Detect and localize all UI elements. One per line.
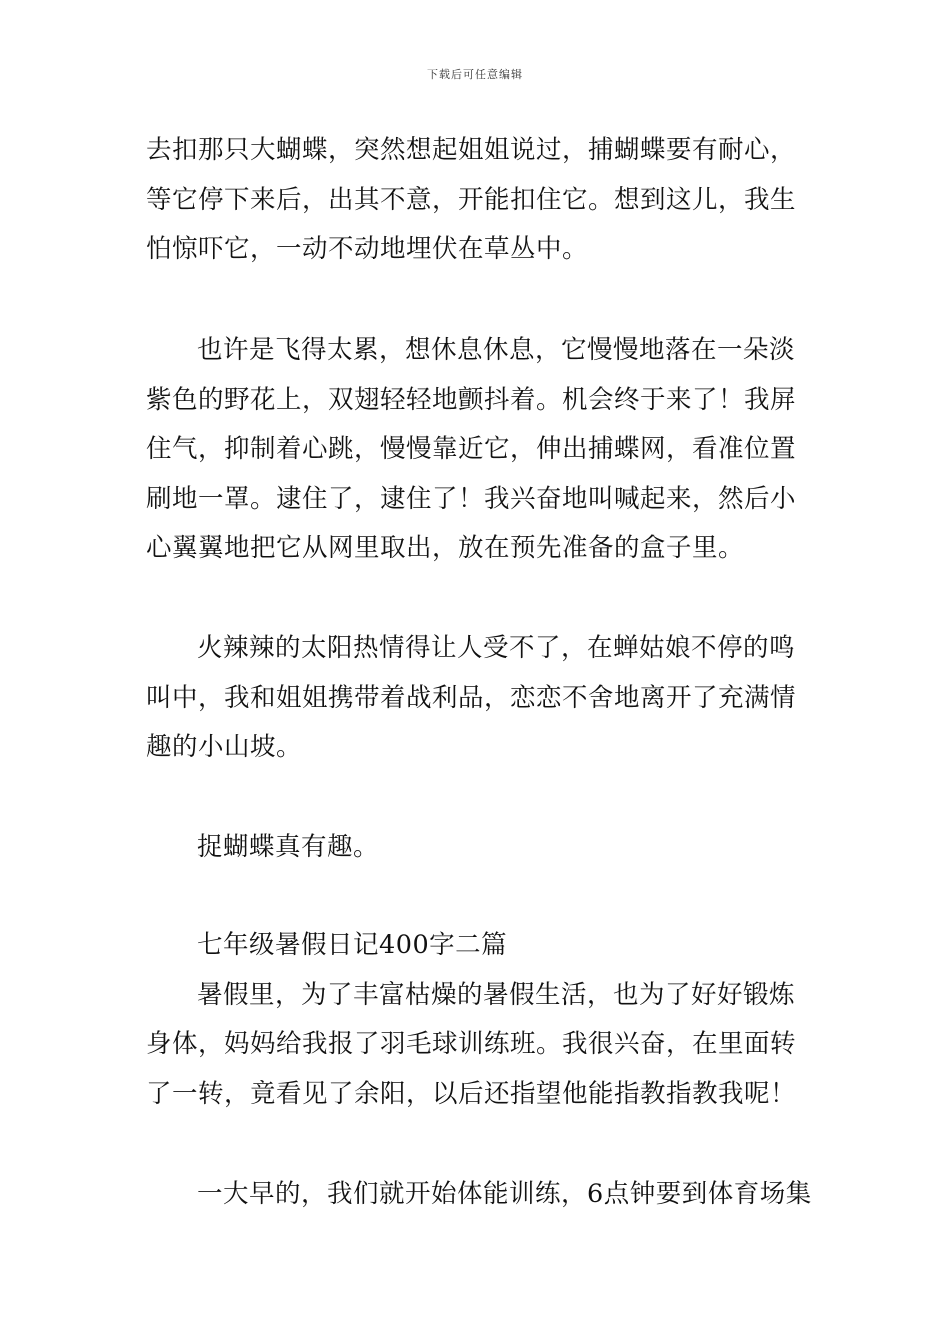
text-line: 身体，妈妈给我报了羽毛球训练班。我很兴奋，在里面转 xyxy=(146,1029,797,1059)
text-line: 一大早的，我们就开始体能训练，6点钟要到体育场集 xyxy=(197,1179,812,1209)
text-line: 心翼翼地把它从网里取出，放在预先准备的盒子里。 xyxy=(146,533,745,563)
section-heading: 七年级暑假日记400字二篇 xyxy=(197,930,508,960)
text-line: 捉蝴蝶真有趣。 xyxy=(197,832,380,862)
text-line: 紫色的野花上，双翅轻轻地颤抖着。机会终于来了！我屏 xyxy=(146,385,797,415)
text-line: 了一转，竟看见了余阳，以后还指望他能指教指教我呢！ xyxy=(146,1079,797,1109)
text-line: 趣的小山坡。 xyxy=(146,732,303,762)
text-line: 怕惊吓它，一动不动地埋伏在草丛中。 xyxy=(146,234,589,264)
text-line: 住气，抑制着心跳，慢慢靠近它，伸出捕蝶网，看准位置 xyxy=(146,434,797,464)
text-line: 暑假里，为了丰富枯燥的暑假生活，也为了好好锻炼 xyxy=(197,980,796,1010)
text-line: 火辣辣的太阳热情得让人受不了，在蝉姑娘不停的鸣 xyxy=(197,633,796,663)
text-line: 去扣那只大蝴蝶，突然想起姐姐说过，捕蝴蝶要有耐心， xyxy=(146,135,797,165)
text-line: 叫中，我和姐姐携带着战利品，恋恋不舍地离开了充满情 xyxy=(146,683,797,713)
text-line: 也许是飞得太累，想休息休息，它慢慢地落在一朵淡 xyxy=(197,335,796,365)
page-header: 下载后可任意编辑 xyxy=(427,68,523,81)
text-line: 等它停下来后，出其不意，开能扣住它。想到这儿，我生 xyxy=(146,185,797,215)
text-line: 刷地一罩。逮住了，逮住了！我兴奋地叫喊起来，然后小 xyxy=(146,484,797,514)
